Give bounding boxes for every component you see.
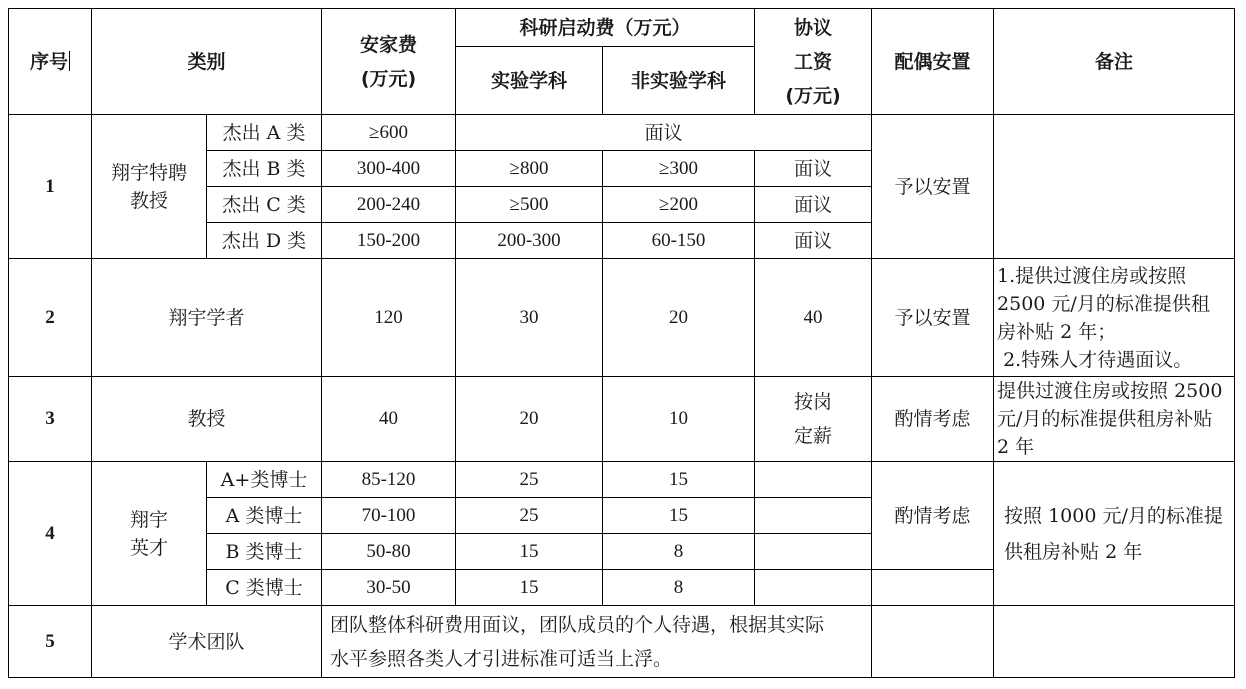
row-experimental: 15 bbox=[456, 570, 603, 606]
row-settle-fee: 70-100 bbox=[322, 498, 456, 534]
row-remarks bbox=[994, 606, 1235, 678]
row-settle-fee: 50-80 bbox=[322, 534, 456, 570]
row-salary bbox=[755, 534, 872, 570]
row-non-experimental: 15 bbox=[603, 498, 755, 534]
row-non-experimental: ≥200 bbox=[603, 187, 755, 223]
row-merged-discuss: 面议 bbox=[456, 115, 872, 151]
row-salary: 面议 bbox=[755, 223, 872, 259]
row-experimental: 25 bbox=[456, 462, 603, 498]
talent-compensation-table bbox=[8, 8, 1235, 678]
row-experimental: 30 bbox=[456, 259, 603, 377]
table-row bbox=[9, 259, 1235, 377]
header-salary: 协议 工资 (万元) bbox=[755, 9, 872, 115]
row-subcategory: 杰出 C 类 bbox=[207, 187, 322, 223]
row-seq: 2 bbox=[9, 259, 92, 377]
row-settle-fee: 30-50 bbox=[322, 570, 456, 606]
row-experimental: 200-300 bbox=[456, 223, 603, 259]
header-category: 类别 bbox=[92, 9, 322, 115]
row-experimental: 15 bbox=[456, 534, 603, 570]
row-settle-fee: 120 bbox=[322, 259, 456, 377]
row-category: 翔宇学者 bbox=[92, 259, 322, 377]
table-row bbox=[9, 115, 1235, 151]
row-spouse bbox=[872, 570, 994, 606]
row-category: 翔宇 英才 bbox=[92, 462, 207, 606]
row-subcategory: 杰出 D 类 bbox=[207, 223, 322, 259]
row-settle-fee: 40 bbox=[322, 377, 456, 462]
row-subcategory: 杰出 A 类 bbox=[207, 115, 322, 151]
row-seq: 1 bbox=[9, 115, 92, 259]
table-row bbox=[9, 606, 1235, 678]
header-spouse: 配偶安置 bbox=[872, 9, 994, 115]
row-salary bbox=[755, 570, 872, 606]
row-non-experimental: 15 bbox=[603, 462, 755, 498]
row-spouse: 酌情考虑 bbox=[872, 462, 994, 570]
header-settle-fee: 安家费 (万元) bbox=[322, 9, 456, 115]
header-non-experimental: 非实验学科 bbox=[603, 47, 755, 115]
row-salary: 面议 bbox=[755, 151, 872, 187]
row-seq: 5 bbox=[9, 606, 92, 678]
row-experimental: ≥800 bbox=[456, 151, 603, 187]
row-settle-fee: 150-200 bbox=[322, 223, 456, 259]
row-category: 教授 bbox=[92, 377, 322, 462]
row-non-experimental: 8 bbox=[603, 570, 755, 606]
row-spouse: 予以安置 bbox=[872, 115, 994, 259]
row-subcategory: A+类博士 bbox=[207, 462, 322, 498]
row-non-experimental: 60-150 bbox=[603, 223, 755, 259]
header-remarks: 备注 bbox=[994, 9, 1235, 115]
row-experimental: 20 bbox=[456, 377, 603, 462]
row-salary: 面议 bbox=[755, 187, 872, 223]
table-row bbox=[9, 462, 1235, 498]
row-remarks: 提供过渡住房或按照 2500 元/月的标准提供租房补贴 2 年 bbox=[994, 377, 1235, 462]
row-remarks bbox=[994, 115, 1235, 259]
row-non-experimental: 20 bbox=[603, 259, 755, 377]
header-seq: 序号 bbox=[9, 9, 92, 115]
row-settle-fee: 300-400 bbox=[322, 151, 456, 187]
row-category: 学术团队 bbox=[92, 606, 322, 678]
row-spouse bbox=[872, 606, 994, 678]
row-subcategory: A 类博士 bbox=[207, 498, 322, 534]
header-research-fee: 科研启动费（万元） bbox=[456, 9, 755, 47]
row-remarks: 按照 1000 元/月的标准提 供租房补贴 2 年 bbox=[994, 462, 1235, 606]
header-experimental: 实验学科 bbox=[456, 47, 603, 115]
row-settle-fee: 200-240 bbox=[322, 187, 456, 223]
row-subcategory: 杰出 B 类 bbox=[207, 151, 322, 187]
row-category: 翔宇特聘 教授 bbox=[92, 115, 207, 259]
row-spouse: 酌情考虑 bbox=[872, 377, 994, 462]
row-subcategory: B 类博士 bbox=[207, 534, 322, 570]
row-salary bbox=[755, 462, 872, 498]
row-non-experimental: 10 bbox=[603, 377, 755, 462]
table-row bbox=[9, 377, 1235, 462]
row-subcategory: C 类博士 bbox=[207, 570, 322, 606]
row-salary: 按岗 定薪 bbox=[755, 377, 872, 462]
row-salary: 40 bbox=[755, 259, 872, 377]
text-cursor bbox=[69, 51, 70, 71]
row-seq: 3 bbox=[9, 377, 92, 462]
row-seq: 4 bbox=[9, 462, 92, 606]
row-salary bbox=[755, 498, 872, 534]
row-team-description: 团队整体科研费用面议，团队成员的个人待遇，根据其实际 水平参照各类人才引进标准可适当上浮。 bbox=[322, 606, 872, 678]
row-non-experimental: ≥300 bbox=[603, 151, 755, 187]
row-non-experimental: 8 bbox=[603, 534, 755, 570]
row-settle-fee: ≥600 bbox=[322, 115, 456, 151]
row-settle-fee: 85-120 bbox=[322, 462, 456, 498]
row-experimental: 25 bbox=[456, 498, 603, 534]
row-remarks: 1.提供过渡住房或按照 2500 元/月的标准提供租 房补贴 2 年； 2.特殊人才待遇面议。 bbox=[994, 259, 1235, 377]
row-experimental: ≥500 bbox=[456, 187, 603, 223]
row-spouse: 予以安置 bbox=[872, 259, 994, 377]
